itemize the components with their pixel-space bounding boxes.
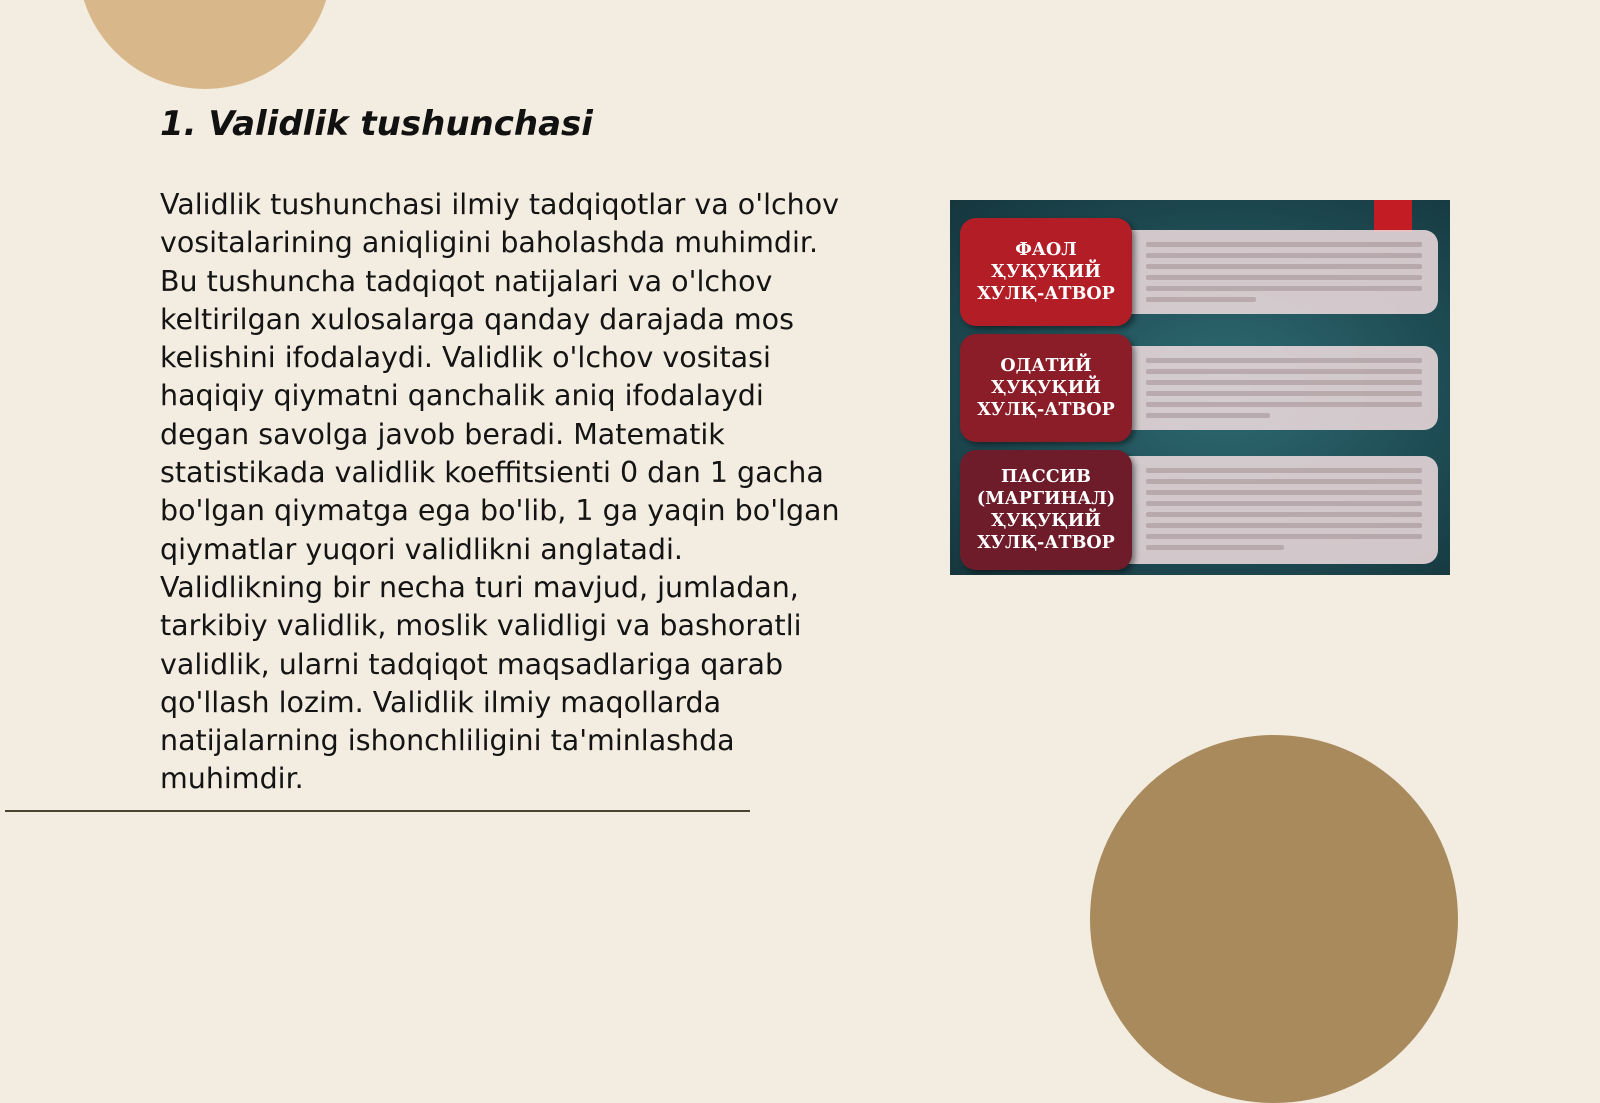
- image-row-passive: [960, 450, 1442, 570]
- slide-body-text: Validlik tushunchasi ilmiy tadqiqotlar va o'lchov vositalarining aniqligini baholashda muhimdir. Bu tushuncha tadqiqot natijalari va o'lchov keltirilgan xulosalarga qanday darajada mos kelishini ifodalaydi. Validlik o'lchov vositasi haqiqiy qiymatni qanchalik aniq ifodalaydi degan savolga javob beradi. Matematik statistikada validlik koeffitsienti 0 dan 1 gacha bo'lgan qiymatga ega bo'lib, 1 ga yaqin bo'lgan qiymatlar yuqori validlikni anglatadi. Validlikning bir necha turi mavjud, jumladan, tarkibiy validlik, moslik validligi va bashoratli validlik, ularni tadqiqot maqsadlariga qarab qo'llash lozim. Validlik ilmiy maqollarda natijalarning ishonchliligini ta'minlashda muhimdir.: [160, 188, 840, 796]
- image-row-usual: [960, 334, 1442, 442]
- image-row-active: [960, 218, 1442, 326]
- slide-title: 1. Validlik tushunchasi: [160, 104, 593, 144]
- decorative-circle-top: [78, 0, 332, 89]
- row-label: ПАССИВ (МАРГИНАЛ) ҲУҚУҚИЙ ХУЛҚ-АТВОР: [960, 450, 1132, 570]
- row-text-block: [1110, 230, 1438, 314]
- row-text-block: [1110, 456, 1438, 564]
- decorative-circle-bottom: [1090, 735, 1458, 1103]
- divider-line: [5, 810, 750, 812]
- row-label: ФАОЛ ҲУҚУҚИЙ ХУЛҚ-АТВОР: [960, 218, 1132, 326]
- row-label: ОДАТИЙ ҲУҚУҚИЙ ХУЛҚ-АТВОР: [960, 334, 1132, 442]
- row-text-block: [1110, 346, 1438, 430]
- legal-behavior-image: [950, 200, 1450, 575]
